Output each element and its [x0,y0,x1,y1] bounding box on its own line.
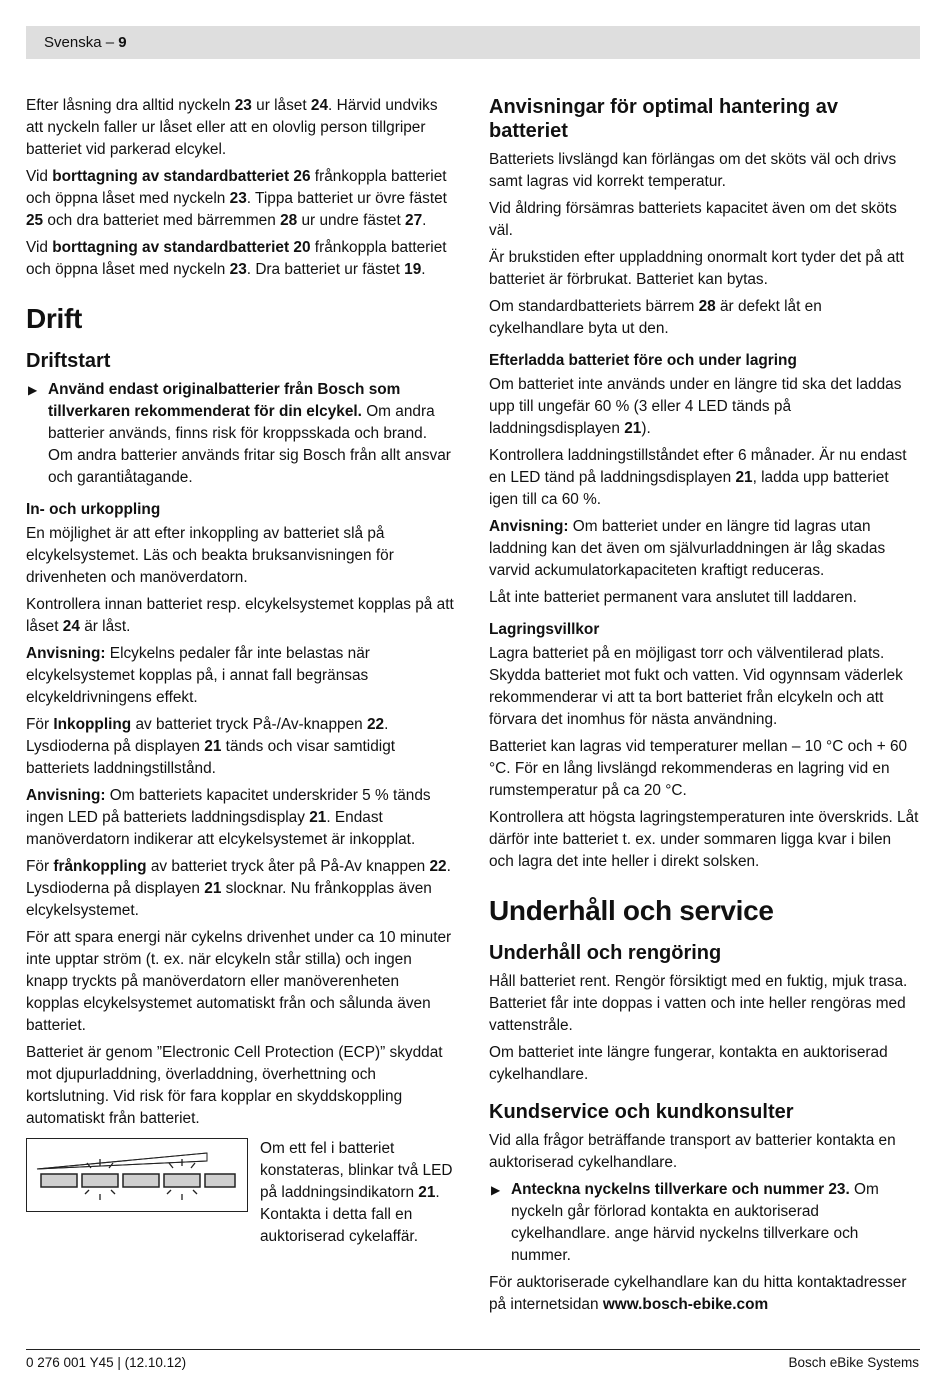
footer-divider [26,1349,920,1350]
paragraph-strap: Om standardbatteriets bärrem 28 är defekt låt en cykelhandlare byta ut den. [489,298,822,337]
heading-driftstart: Driftstart [26,350,111,372]
bullet-triangle-icon: ▶ [491,1183,501,1197]
paragraph-aging: Vid åldring försämras batteriets kapacitet även om det sköts väl. [489,200,897,239]
right-column [489,95,919,1321]
paragraph-website: För auktoriserade cykelhandlare kan du hitta kontaktadresser på internetsidan www.bosch-ebike.com [489,1274,907,1313]
paragraph-energy-saving: För att spara energi när cykelns drivenhet under ca 10 minuter inte upptar ström (t. ex. när elcykeln står stilla) och ingen knapp tryckts på manöverdatorn eller manöverenheten kopplas elcykelsystemet automatiskt från och sålunda även batteriet. [26,929,452,1034]
heading-efterladda: Efterladda batteriet före och under lagring [489,352,797,369]
paragraph-lock: Efter låsning dra alltid nyckeln 23 ur låset 24. Härvid undviks att nyckeln faller ur låset eller att en olovlig person tillgriper batteriet vid parkerad elcykel. [26,97,438,158]
bullet-triangle-icon: ▶ [28,383,38,397]
battery-fault-text: Om ett fel i batteriet konstateras, blinkar två LED på laddningsindikatorn 21. Kontakta i detta fall en auktoriserad cykelaffär. [260,1140,453,1245]
heading-underhall-service: Underhåll och service [489,895,774,926]
paragraph-check-6-months: Kontrollera laddningstillståndet efter 6 månader. Är nu endast en LED tänd på laddningsdisplayen 21, ladda upp batteriet igen till ca 60 %. [489,447,907,508]
paragraph-lifetime: Batteriets livslängd kan förlängas om det sköts väl och drivs samt lagras vid korrekt temperatur. [489,151,897,190]
footer-brand: Bosch eBike Systems [788,1355,919,1370]
paragraph-keep-clean: Håll batteriet rent. Rengör försiktigt med en fuktig, mjuk trasa. Batteriet får inte doppas i vatten och inte heller rengöras med vattenstråle. [489,973,908,1034]
paragraph-max-temp: Kontrollera att högsta lagringstemperaturen inte överskrids. Låt därför inte batteriet t. ex. under sommaren ligga kvar i bilen och lagra det inte heller i direkt solsken. [489,809,919,870]
paragraph-switch-on: För Inkoppling av batteriet tryck På-/Av-knappen 22. Lysdioderna på displayen 21 tänds och visar samtidigt batteriets laddningstillstånd. [26,716,396,777]
paragraph-not-connected: Låt inte batteriet permanent vara anslutet till laddaren. [489,589,857,606]
paragraph-contact-dealer: Om batteriet inte längre fungerar, kontakta en auktoriserad cykelhandlare. [489,1044,888,1083]
heading-in-urkoppling: In- och urkoppling [26,501,161,518]
paragraph-note-pedals: Anvisning: Elcykelns pedaler får inte belastas när elcykelsystemet kopplas på, i annat fall begränsas elcykeldrivningens effekt. [26,645,370,706]
paragraph-switch-off: För frånkoppling av batteriet tryck åter på På-Av knappen 22. Lysdioderna på displayen 21 slocknar. Nu frånkopplas även elcykelsystemet. [26,858,451,919]
paragraph-possibility: En möjlighet är att efter inkoppling av batteriet slå på elcykelsystemet. Läs och beakta bruksanvisningen för drivenheten och manöverdatorn. [26,525,394,586]
header-language: Svenska [44,34,102,51]
footer-doc-number: 0 276 001 Y45 | (12.10.12) [26,1355,187,1370]
bullet-key-number: ▶ Anteckna nyckelns tillverkare och nummer 23. Om nyckeln går förlorad kontakta en auktoriserad cykelhandlare. ange härvid nyckelns tillverkare och nummer. [491,1181,879,1264]
header-page-number: 9 [118,34,127,51]
page-header [26,26,920,59]
heading-kundservice: Kundservice och kundkonsulter [489,1101,794,1123]
paragraph-remove-20: Vid borttagning av standardbatteriet 20 frånkoppla batteriet och öppna låset med nyckeln 23. Dra batteriet ur fästet 19. [26,239,447,278]
paragraph-remove-26: Vid borttagning av standardbatteriet 26 frånkoppla batteriet och öppna låset med nyckeln 23. Tippa batteriet ur övre fästet 25 och dra batteriet med bärremmen 28 ur undre fästet 27. [26,168,447,229]
battery-fault-figure-row [26,1138,454,1248]
paragraph-ecp: Batteriet är genom ”Electronic Cell Protection (ECP)” skyddat mot djupurladdning, överladdning, överhettning och kortslutning. Vid risk för fara kopplar en skyddskoppling automatiskt från batteriet. [26,1044,443,1127]
heading-lagringsvillkor: Lagringsvillkor [489,621,600,638]
heading-underhall-rengoring: Underhåll och rengöring [489,942,722,964]
website-link[interactable]: www.bosch-ebike.com [602,1296,769,1313]
heading-drift: Drift [26,303,83,334]
paragraph-temperatures: Batteriet kan lagras vid temperaturer mellan – 10 °C och + 60 °C. För en lång livslängd rekommenderas en lagring vid en rumstemperatur på ca 20 °C. [489,738,908,799]
left-column [26,95,454,1248]
heading-anvisningar: Anvisningar för optimal hantering av batteriet [489,96,838,142]
paragraph-check-lock: Kontrollera innan batteriet resp. elcykelsystemet kopplas på att låset 24 är låst. [26,596,454,635]
paragraph-note-capacity: Anvisning: Om batteriets kapacitet underskrider 5 % tänds ingen LED på batteriets laddningsdisplay 21. Endast manöverdatorn indikerar att elcykelsystemet är inkopplat. [26,787,431,848]
paragraph-short-use: Är brukstiden efter uppladdning onormalt kort tyder det på att batteriet är förbrukat. Batteriet kan bytas. [489,249,904,288]
battery-led-icon [27,1139,247,1211]
paragraph-charge-60: Om batteriet inte används under en längre tid ska det laddas upp till ungefär 60 % (3 eller 4 LED tänds på laddningsdisplayen 21). [489,376,902,437]
paragraph-note-storage: Anvisning: Om batteriet under en längre tid lagras utan laddning kan det även om självurladdningen är låg skadas varvid ackumulatorkapaciteten kraftigt reduceras. [489,518,886,579]
battery-led-indicator-figure [26,1138,248,1212]
paragraph-transport: Vid alla frågor beträffande transport av batterier kontakta en auktoriserad cykelhandlare. [489,1132,896,1171]
paragraph-store-dry: Lagra batteriet på en möjligast torr och välventilerad plats. Skydda batteriet mot fukt och vatten. Vid ogynnsam väderlek rekommenderar vi att ta bort batteriet från elcykeln och att förvara det inomhus för nästa användning. [489,645,903,728]
header-separator: – [101,34,119,51]
bullet-original-batteries: ▶ Använd endast originalbatterier från Bosch som tillverkaren rekommenderat för din elcykel. Om andra batterier används, finns risk för kroppsskada och brand. Om andra batterier används fritar sig Bosch från allt ansvar och garantiåtagande. [28,381,451,486]
